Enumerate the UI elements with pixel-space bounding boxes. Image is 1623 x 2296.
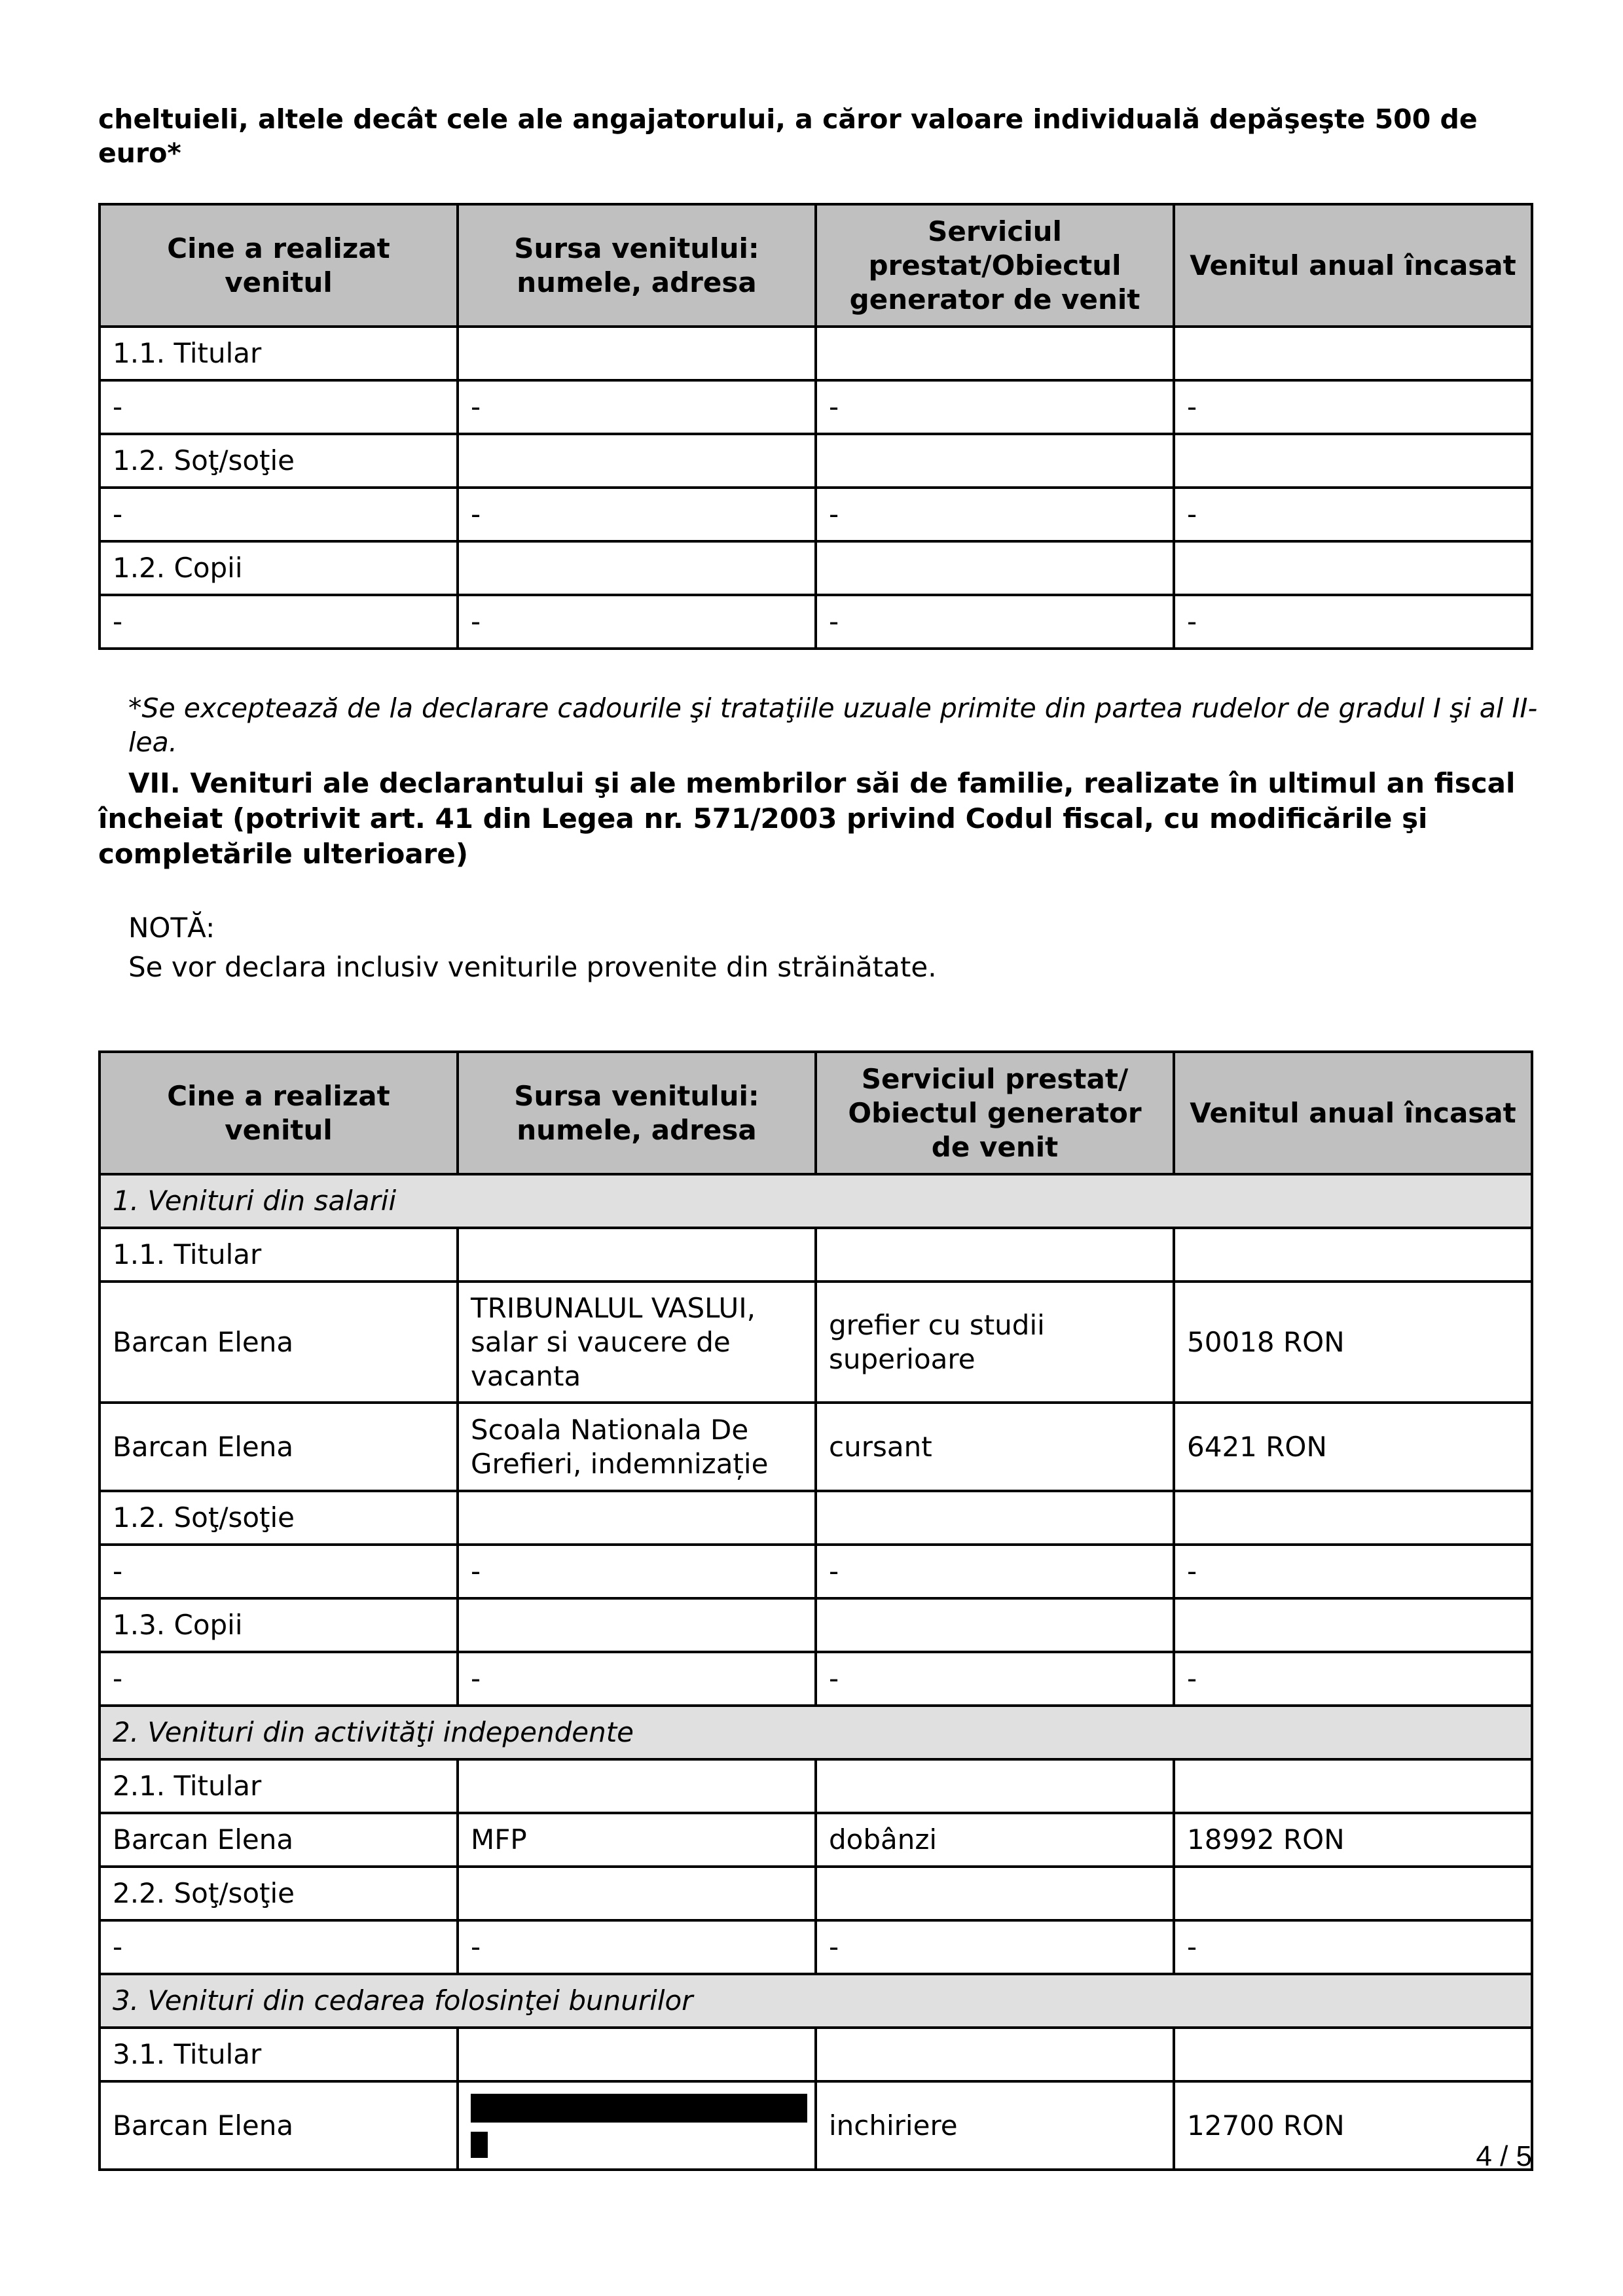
cell: cursant (816, 1403, 1174, 1491)
cell: 3.1. Titular (100, 2028, 458, 2081)
col-header-source: Sursa venitului: numele, adresa (458, 204, 816, 327)
cell (458, 1759, 816, 1813)
cell: - (458, 488, 816, 541)
table-row (100, 1652, 1532, 1706)
cell: - (1174, 1920, 1532, 1974)
table-row (100, 1491, 1532, 1545)
cell: - (816, 380, 1174, 434)
col-header-source: Sursa venitului: numele, adresa (458, 1052, 816, 1174)
cell: 1.2. Copii (100, 541, 458, 595)
cell (1174, 327, 1532, 380)
cell: - (458, 380, 816, 434)
gifts-table (98, 203, 1533, 650)
table-row (100, 595, 1532, 649)
intro-line: cheltuieli, altele decât cele ale angajatorului, a căror valoare individuală depăşeşte 500 de euro* (98, 103, 1478, 169)
cell: - (816, 1652, 1174, 1706)
table-header-row (100, 204, 1532, 327)
cell: - (458, 1652, 816, 1706)
cell: 1.2. Soţ/soţie (100, 1491, 458, 1545)
cell: TRIBUNALUL VASLUI, salar si vaucere de vacanta (458, 1282, 816, 1403)
cell: 1.3. Copii (100, 1598, 458, 1652)
cell: - (100, 1652, 458, 1706)
cell (1174, 2028, 1532, 2081)
cell (816, 1759, 1174, 1813)
col-header-service: Serviciul prestat/Obiectul generator de venit (816, 204, 1174, 327)
cell (458, 1491, 816, 1545)
cell: - (1174, 488, 1532, 541)
cell: 1.2. Soţ/soţie (100, 434, 458, 488)
nota-text: Se vor declara inclusiv veniturile provenite din străinătate. (128, 951, 937, 983)
cell (458, 2028, 816, 2081)
table-row (100, 1867, 1532, 1920)
cell (1174, 434, 1532, 488)
cell (816, 1598, 1174, 1652)
cell: 1.1. Titular (100, 1228, 458, 1282)
cell: 1.1. Titular (100, 327, 458, 380)
table-row (100, 1598, 1532, 1652)
cell: Scoala Nationala De Grefieri, indemnizație (458, 1403, 816, 1491)
table-row (100, 1920, 1532, 1974)
cell (1174, 1491, 1532, 1545)
table-row (100, 488, 1532, 541)
cell (1174, 1759, 1532, 1813)
cell (816, 327, 1174, 380)
cell: - (458, 1545, 816, 1598)
cell (816, 434, 1174, 488)
redacted-cell (458, 2081, 816, 2170)
cell (458, 1228, 816, 1282)
section-row-independent (100, 1706, 1532, 1759)
cell: - (816, 1920, 1174, 1974)
gifts-footnote: *Se exceptează de la declarare cadourile şi trataţiile uzuale primite din partea rudelor de gradul I şi al II-lea. (128, 692, 1538, 758)
cell: - (1174, 1545, 1532, 1598)
cell (1174, 1228, 1532, 1282)
cell (458, 1598, 816, 1652)
table-row (100, 1813, 1532, 1867)
income-table (98, 1050, 1533, 2171)
table-row (100, 1759, 1532, 1813)
cell (816, 541, 1174, 595)
cell: 2.1. Titular (100, 1759, 458, 1813)
col-header-income: Venitul anual încasat (1174, 1052, 1532, 1174)
cell (1174, 1867, 1532, 1920)
cell (458, 327, 816, 380)
cell: - (816, 595, 1174, 649)
table-row (100, 1282, 1532, 1403)
cell: - (100, 380, 458, 434)
table-row (100, 1545, 1532, 1598)
cell: - (100, 595, 458, 649)
cell: - (100, 488, 458, 541)
cell (816, 1491, 1174, 1545)
cell: - (100, 1920, 458, 1974)
cell: Barcan Elena (100, 1282, 458, 1403)
cell (458, 1867, 816, 1920)
cell: - (100, 1545, 458, 1598)
cell: 50018 RON (1174, 1282, 1532, 1403)
cell: grefier cu studii superioare (816, 1282, 1174, 1403)
redaction-bar (471, 2132, 488, 2158)
cell: MFP (458, 1813, 816, 1867)
section-label: 2. Venituri din activităţi independente (100, 1706, 1532, 1759)
cell (458, 434, 816, 488)
cell (816, 2028, 1174, 2081)
cell: inchiriere (816, 2081, 1174, 2170)
cell: - (816, 1545, 1174, 1598)
cell: - (1174, 380, 1532, 434)
table-row (100, 2028, 1532, 2081)
table-row (100, 380, 1532, 434)
redaction-bar (471, 2094, 807, 2123)
col-header-income: Venitul anual încasat (1174, 204, 1532, 327)
cell: - (458, 1920, 816, 1974)
cell (816, 1228, 1174, 1282)
table-header-row (100, 1052, 1532, 1174)
table-row (100, 1228, 1532, 1282)
cell: 12700 RON (1174, 2081, 1532, 2170)
cell (816, 1867, 1174, 1920)
section-vii-title: VII. Venituri ale declarantului şi ale membrilor săi de familie, realizate în ultimul an fiscal încheiat (potrivit art. 41 din Legea nr. 571/2003 privind Codul fiscal, cu modificările şi completările ulterioare) (98, 767, 1516, 870)
cell: Barcan Elena (100, 1403, 458, 1491)
cell: 2.2. Soţ/soţie (100, 1867, 458, 1920)
cell (1174, 541, 1532, 595)
table-row (100, 541, 1532, 595)
section-row-salaries (100, 1174, 1532, 1228)
section-label: 1. Venituri din salarii (100, 1174, 1532, 1228)
cell: dobânzi (816, 1813, 1174, 1867)
cell (1174, 1598, 1532, 1652)
cell: - (816, 488, 1174, 541)
cell: - (1174, 1652, 1532, 1706)
table-row (100, 2081, 1532, 2170)
cell: - (458, 595, 816, 649)
cell: 6421 RON (1174, 1403, 1532, 1491)
cell (458, 541, 816, 595)
nota-label: NOTĂ: (128, 912, 215, 944)
section-label: 3. Venituri din cedarea folosinţei bunurilor (100, 1974, 1532, 2028)
cell: 18992 RON (1174, 1813, 1532, 1867)
cell: Barcan Elena (100, 1813, 458, 1867)
col-header-who: Cine a realizat venitul (100, 1052, 458, 1174)
table-row (100, 1403, 1532, 1491)
col-header-service: Serviciul prestat/ Obiectul generator de venit (816, 1052, 1174, 1174)
cell: - (1174, 595, 1532, 649)
cell: Barcan Elena (100, 2081, 458, 2170)
page-number: 4 / 5 (1476, 2140, 1532, 2172)
col-header-who: Cine a realizat venitul (100, 204, 458, 327)
section-row-property-use (100, 1974, 1532, 2028)
table-row (100, 434, 1532, 488)
table-row (100, 327, 1532, 380)
